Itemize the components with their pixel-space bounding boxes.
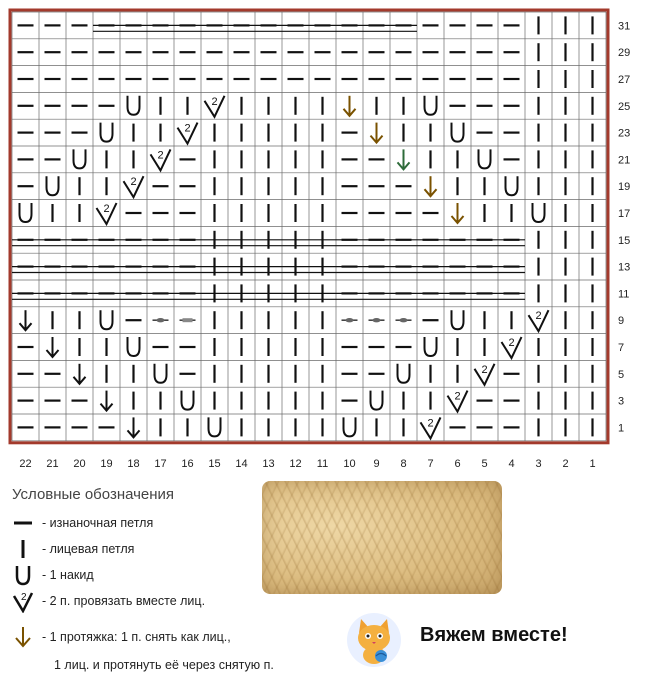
legend-item-text: - 1 накид	[42, 568, 94, 582]
column-number: 10	[343, 457, 356, 470]
column-number: 6	[454, 457, 461, 470]
row-number: 15	[618, 234, 631, 247]
row-number: 21	[618, 154, 631, 167]
row-number: 5	[618, 368, 625, 381]
row-number: 9	[618, 315, 625, 328]
legend-item-arrow	[12, 626, 231, 648]
column-number: 12	[289, 457, 302, 470]
purl-dash-icon	[12, 511, 34, 535]
cable-knot	[183, 318, 193, 322]
cable-knot	[373, 318, 381, 322]
yarn-over-icon	[12, 563, 34, 587]
column-number: 16	[181, 457, 194, 470]
column-number: 14	[235, 457, 248, 470]
legend-title: Условные обозначения	[12, 486, 175, 503]
column-number: 13	[262, 457, 275, 470]
column-number: 22	[19, 457, 32, 470]
row-number: 27	[618, 74, 631, 86]
k2tog-label: 2	[157, 149, 164, 162]
k2tog-label: 2	[103, 203, 110, 215]
cable-knot	[157, 318, 165, 322]
row-number: 11	[618, 288, 630, 301]
legend-item-text: - изнаночная петля	[42, 516, 154, 530]
column-number: 20	[73, 457, 86, 470]
knit-bar-icon	[12, 537, 34, 561]
column-number: 8	[400, 457, 407, 470]
legend-item-continuation: 1 лиц. и протянуть её через снятую п.	[54, 658, 274, 672]
row-number: 3	[618, 395, 625, 408]
row-number: 25	[618, 100, 631, 113]
column-number: 2	[562, 457, 569, 470]
k2tog-label: 2	[481, 363, 488, 376]
svg-text:2: 2	[21, 592, 27, 603]
legend-item-purl	[12, 512, 153, 534]
legend-item-yarn-over	[12, 564, 94, 586]
k2tog-label: 2	[130, 176, 137, 189]
column-number: 11	[316, 457, 329, 470]
row-number: 19	[618, 181, 631, 194]
column-number: 15	[208, 457, 221, 470]
column-number: 4	[508, 457, 515, 470]
column-number: 18	[127, 457, 140, 470]
row-number: 17	[618, 208, 631, 220]
row-number: 13	[618, 261, 631, 274]
column-number: 19	[100, 457, 113, 470]
k2tog-label: 2	[508, 337, 515, 349]
k2tog-label: 2	[454, 390, 461, 403]
row-number: 31	[618, 20, 631, 33]
row-number: 29	[618, 47, 631, 60]
column-number: 1	[589, 457, 596, 470]
cable-knot	[346, 318, 354, 322]
column-number: 3	[535, 457, 542, 470]
row-number: 7	[618, 342, 625, 354]
column-number: 9	[373, 457, 380, 470]
k2tog-label: 2	[535, 310, 542, 323]
legend-item-knit	[12, 538, 134, 560]
arrow-down-icon	[12, 625, 34, 649]
legend-item-k2tog	[12, 590, 205, 612]
k2tog-label: 2	[427, 417, 434, 430]
column-number: 17	[154, 457, 167, 470]
cable-knot	[400, 318, 408, 322]
column-number: 7	[427, 457, 434, 470]
cat-logo-icon	[345, 611, 403, 669]
row-number: 1	[618, 422, 625, 435]
column-number: 21	[46, 457, 59, 470]
legend-item-text: - лицевая петля	[42, 542, 135, 556]
knitted-sample-photo	[262, 481, 502, 594]
k2tog-icon	[12, 589, 34, 613]
column-number: 5	[481, 457, 488, 470]
brand-title: Вяжем вместе!	[420, 624, 568, 646]
legend-item-text: - 1 протяжка: 1 п. снять как лиц.,	[42, 630, 231, 644]
k2tog-label: 2	[184, 122, 191, 135]
legend-item-text: - 2 п. провязать вместе лиц.	[42, 594, 206, 608]
row-number: 23	[618, 127, 631, 140]
k2tog-label: 2	[211, 95, 218, 108]
